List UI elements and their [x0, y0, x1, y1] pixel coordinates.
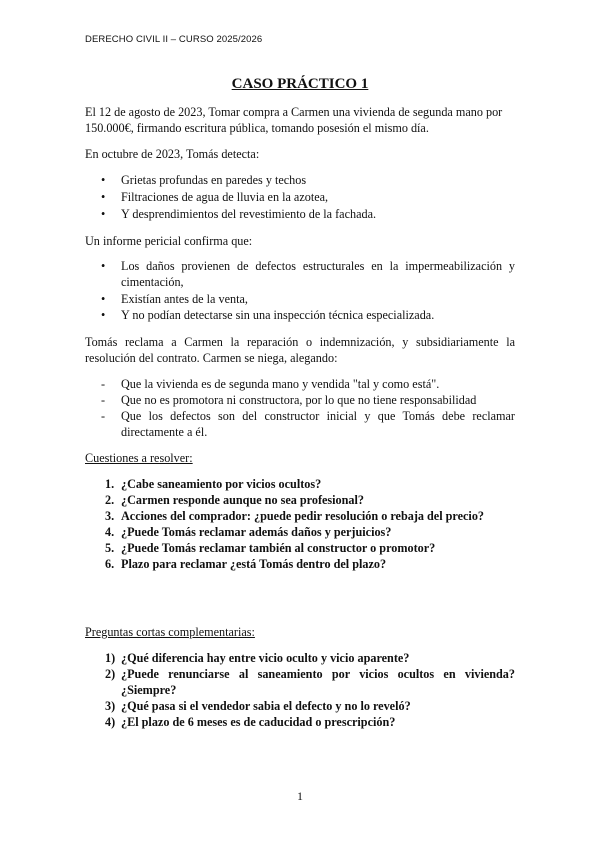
question-number: 2. — [105, 493, 115, 507]
report-intro: Un informe pericial confirma que: — [85, 234, 253, 248]
argument-item — [101, 392, 515, 408]
bullet-icon: • — [101, 259, 106, 273]
question-item — [105, 524, 515, 540]
dash-icon: - — [101, 409, 106, 423]
question-number: 4. — [105, 525, 115, 539]
short-question-number: 3) — [105, 699, 116, 713]
dash-icon: - — [101, 393, 106, 407]
report-item — [101, 258, 515, 290]
course-header: DERECHO CIVIL II – CURSO 2025/2026 — [85, 34, 263, 45]
bullet-icon: • — [101, 190, 106, 204]
question-text: ¿Puede Tomás reclamar además daños y perjuicios? — [121, 525, 392, 539]
short-question-item — [105, 650, 515, 666]
defect-item — [101, 172, 515, 188]
short-question-item — [105, 714, 515, 730]
short-question-item — [105, 666, 515, 698]
short-question-text: ¿Qué diferencia hay entre vicio oculto y vicio aparente? — [121, 651, 410, 665]
questions-heading: Cuestiones a resolver: — [85, 451, 193, 465]
short-question-item — [105, 698, 515, 714]
short-question-number: 1) — [105, 651, 116, 665]
question-text: Acciones del comprador: ¿puede pedir resolución o rebaja del precio? — [121, 509, 485, 523]
question-text: ¿Puede Tomás reclamar también al constructor o promotor? — [121, 541, 436, 555]
report-text: Y no podían detectarse sin una inspección técnica especializada. — [121, 308, 435, 322]
argument-text: Que no es promotora ni constructora, por lo que no tiene responsabilidad — [121, 393, 477, 407]
short-question-number: 2) — [105, 667, 116, 681]
dash-icon: - — [101, 377, 106, 391]
question-item — [105, 492, 515, 508]
intro-line-2: 150.000€, firmando escritura pública, tomando posesión el mismo día. — [85, 121, 429, 135]
question-item — [105, 556, 515, 572]
question-text: ¿Cabe saneamiento por vicios ocultos? — [121, 477, 322, 491]
argument-text: Que los defectos son del constructor inicial y que Tomás debe reclamar directamente a él. — [121, 409, 515, 439]
question-text: ¿Carmen responde aunque no sea profesional? — [121, 493, 364, 507]
question-item — [105, 476, 515, 492]
argument-text: Que la vivienda es de segunda mano y vendida "tal y como está". — [121, 377, 440, 391]
report-item — [101, 291, 515, 307]
page-number: 1 — [297, 789, 303, 803]
intro-line-1: El 12 de agosto de 2023, Tomar compra a Carmen una vivienda de segunda mano por — [85, 105, 503, 119]
report-text: Existían antes de la venta, — [121, 292, 248, 306]
bullet-icon: • — [101, 308, 106, 322]
intro-paragraph — [85, 104, 515, 136]
claim-paragraph: Tomás reclama a Carmen la reparación o indemnización, y subsidiariamente la resolución del contrato. Carmen se niega, alegando: — [85, 335, 515, 365]
report-item — [101, 307, 515, 323]
bullet-icon: • — [101, 173, 106, 187]
question-number: 3. — [105, 509, 115, 523]
defect-text: Y desprendimientos del revestimiento de la fachada. — [121, 207, 377, 221]
defect-item — [101, 189, 515, 205]
page-title: CASO PRÁCTICO 1 — [231, 76, 369, 92]
short-question-number: 4) — [105, 715, 116, 729]
argument-item — [101, 376, 515, 392]
short-question-text: ¿El plazo de 6 meses es de caducidad o prescripción? — [121, 715, 396, 729]
question-number: 5. — [105, 541, 115, 555]
short-question-text: ¿Qué pasa si el vendedor sabia el defecto y no lo reveló? — [121, 699, 411, 713]
question-number: 1. — [105, 477, 115, 491]
short-question-text: ¿Puede renunciarse al saneamiento por vicios ocultos en vivienda? ¿Siempre? — [121, 667, 515, 697]
question-number: 6. — [105, 557, 115, 571]
short-questions-heading: Preguntas cortas complementarias: — [85, 625, 255, 639]
question-item — [105, 508, 515, 524]
defect-text: Grietas profundas en paredes y techos — [121, 173, 307, 187]
defect-item — [101, 206, 515, 222]
argument-item — [101, 408, 515, 440]
question-item — [105, 540, 515, 556]
question-text: Plazo para reclamar ¿está Tomás dentro del plazo? — [121, 557, 387, 571]
report-text: Los daños provienen de defectos estructurales en la impermeabilización y cimentación, — [121, 259, 515, 289]
bullet-icon: • — [101, 292, 106, 306]
defect-text: Filtraciones de agua de lluvia en la azotea, — [121, 190, 329, 204]
bullet-icon: • — [101, 207, 106, 221]
detect-intro: En octubre de 2023, Tomás detecta: — [85, 147, 260, 161]
